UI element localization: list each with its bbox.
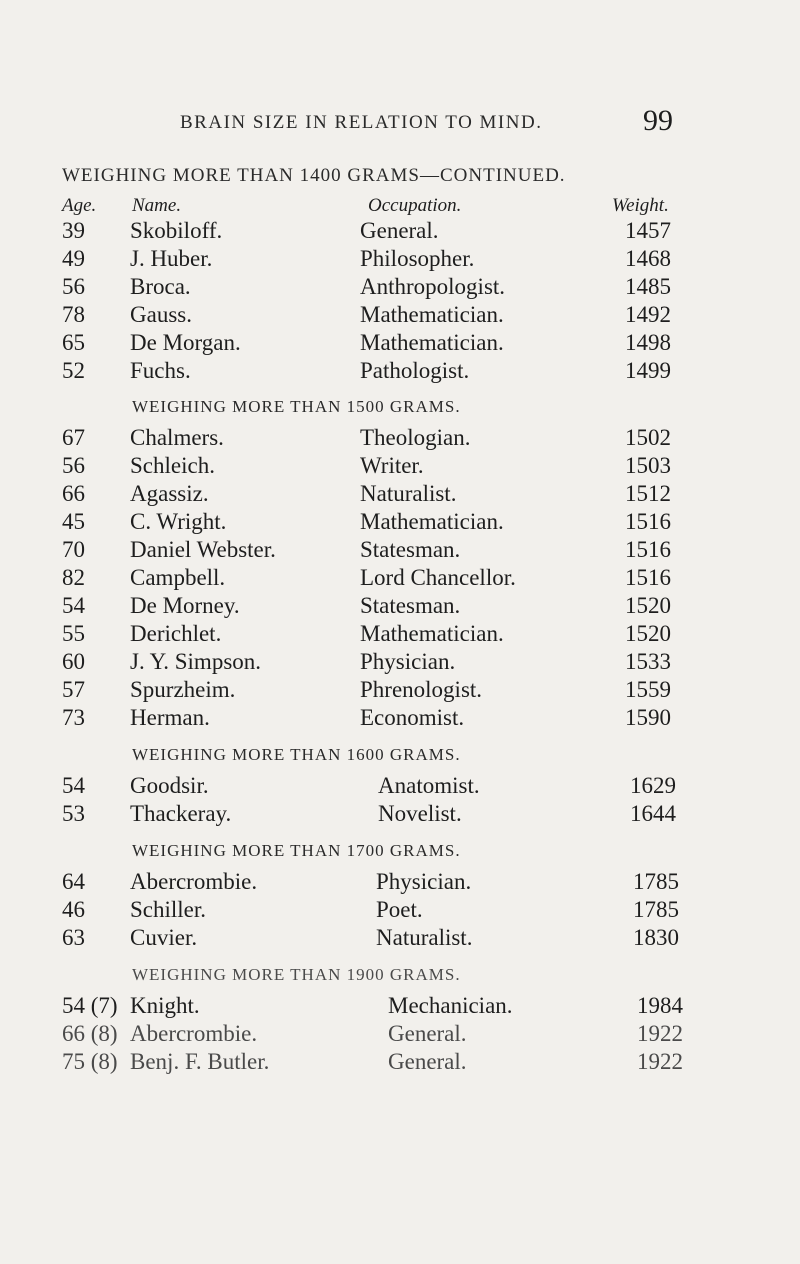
weight-cell: 1984	[637, 993, 683, 1018]
name-cell: Abercrombie.	[130, 869, 258, 894]
occupation-cell: General.	[388, 1021, 467, 1046]
occupation-cell: Statesman.	[360, 593, 461, 618]
table-row	[0, 565, 800, 593]
name-cell: Derichlet.	[130, 621, 222, 646]
occupation-cell: Physician.	[376, 869, 472, 894]
weight-cell: 1503	[625, 453, 671, 478]
weight-cell: 1502	[625, 425, 671, 450]
occupation-cell: Naturalist.	[376, 925, 473, 950]
occupation-cell: Writer.	[360, 453, 424, 478]
name-cell: J. Y. Simpson.	[130, 649, 262, 674]
weight-cell: 1559	[625, 677, 671, 702]
name-cell: Gauss.	[130, 302, 192, 327]
column-header-weight: Weight.	[612, 195, 669, 216]
age-cell: 54	[62, 593, 85, 618]
weight-cell: 1785	[633, 897, 679, 922]
occupation-cell: General.	[360, 218, 439, 243]
table-row	[0, 425, 800, 453]
column-header-name: Name.	[132, 195, 182, 216]
name-cell: Cuvier.	[130, 925, 198, 950]
name-cell: Daniel Webster.	[130, 537, 276, 562]
name-cell: C. Wright.	[130, 509, 227, 534]
table-row	[0, 621, 800, 649]
table-row	[0, 1049, 800, 1077]
age-cell: 54 (7)	[62, 993, 118, 1018]
table-row	[0, 481, 800, 509]
age-cell: 46	[62, 897, 85, 922]
name-cell: Broca.	[130, 274, 191, 299]
occupation-cell: Economist.	[360, 705, 465, 730]
weight-cell: 1785	[633, 869, 679, 894]
name-cell: Fuchs.	[130, 358, 191, 383]
table-row	[0, 705, 800, 733]
occupation-cell: Lord Chancellor.	[360, 565, 516, 590]
age-cell: 54	[62, 773, 85, 798]
weight-cell: 1516	[625, 509, 671, 534]
weight-cell: 1533	[625, 649, 671, 674]
name-cell: Thackeray.	[130, 801, 232, 826]
weight-cell: 1590	[625, 705, 671, 730]
age-cell: 56	[62, 274, 85, 299]
section-heading-1500: WEIGHING MORE THAN 1500 GRAMS.	[132, 397, 461, 416]
name-cell: Schiller.	[130, 897, 207, 922]
occupation-cell: Phrenologist.	[360, 677, 483, 702]
weight-cell: 1629	[630, 773, 676, 798]
table-row	[0, 801, 800, 829]
age-cell: 66 (8)	[62, 1021, 118, 1046]
name-cell: Schleich.	[130, 453, 215, 478]
table-row	[0, 897, 800, 925]
weight-cell: 1922	[637, 1049, 683, 1074]
section-heading-1900: WEIGHING MORE THAN 1900 GRAMS.	[132, 965, 461, 984]
section-heading-1600: WEIGHING MORE THAN 1600 GRAMS.	[132, 745, 461, 764]
table-row	[0, 330, 800, 358]
table-row	[0, 649, 800, 677]
name-cell: J. Huber.	[130, 246, 213, 271]
occupation-cell: Mathematician.	[360, 509, 504, 534]
weight-cell: 1644	[630, 801, 676, 826]
weight-cell: 1516	[625, 537, 671, 562]
age-cell: 60	[62, 649, 85, 674]
age-cell: 66	[62, 481, 85, 506]
table-row	[0, 358, 800, 386]
table-row	[0, 869, 800, 897]
occupation-cell: Poet.	[376, 897, 423, 922]
table-caption: WEIGHING MORE THAN 1400 GRAMS—CONTINUED.	[62, 165, 566, 186]
age-cell: 63	[62, 925, 85, 950]
age-cell: 65	[62, 330, 85, 355]
age-cell: 45	[62, 509, 85, 534]
table-row	[0, 677, 800, 705]
weight-cell: 1520	[625, 621, 671, 646]
age-cell: 49	[62, 246, 85, 271]
age-cell: 75 (8)	[62, 1049, 118, 1074]
weight-cell: 1512	[625, 481, 671, 506]
name-cell: Goodsir.	[130, 773, 209, 798]
occupation-cell: Anatomist.	[378, 773, 480, 798]
age-cell: 56	[62, 453, 85, 478]
age-cell: 52	[62, 358, 85, 383]
table-row	[0, 246, 800, 274]
name-cell: Skobiloff.	[130, 218, 223, 243]
column-header-age: Age.	[62, 195, 97, 216]
section-heading-1700: WEIGHING MORE THAN 1700 GRAMS.	[132, 841, 461, 860]
weight-cell: 1830	[633, 925, 679, 950]
name-cell: Knight.	[130, 993, 200, 1018]
occupation-cell: Physician.	[360, 649, 456, 674]
age-cell: 73	[62, 705, 85, 730]
age-cell: 57	[62, 677, 85, 702]
name-cell: Chalmers.	[130, 425, 224, 450]
name-cell: Campbell.	[130, 565, 226, 590]
weight-cell: 1485	[625, 274, 671, 299]
name-cell: De Morney.	[130, 593, 240, 618]
page-number: 99	[643, 104, 673, 137]
weight-cell: 1516	[625, 565, 671, 590]
age-cell: 70	[62, 537, 85, 562]
name-cell: Benj. F. Butler.	[130, 1049, 270, 1074]
occupation-cell: Theologian.	[360, 425, 471, 450]
table-row	[0, 593, 800, 621]
occupation-cell: Anthropologist.	[360, 274, 506, 299]
table-row	[0, 274, 800, 302]
weight-cell: 1922	[637, 1021, 683, 1046]
table-row	[0, 509, 800, 537]
weight-cell: 1520	[625, 593, 671, 618]
table-row	[0, 773, 800, 801]
table-row	[0, 218, 800, 246]
table-row	[0, 925, 800, 953]
weight-cell: 1492	[625, 302, 671, 327]
age-cell: 53	[62, 801, 85, 826]
occupation-cell: Pathologist.	[360, 358, 470, 383]
name-cell: Agassiz.	[130, 481, 209, 506]
table-row	[0, 302, 800, 330]
weight-cell: 1499	[625, 358, 671, 383]
occupation-cell: Naturalist.	[360, 481, 457, 506]
age-cell: 78	[62, 302, 85, 327]
age-cell: 55	[62, 621, 85, 646]
table-row	[0, 537, 800, 565]
weight-cell: 1498	[625, 330, 671, 355]
occupation-cell: Mathematician.	[360, 330, 504, 355]
age-cell: 67	[62, 425, 85, 450]
running-title: BRAIN SIZE IN RELATION TO MIND.	[180, 112, 543, 133]
table-row	[0, 453, 800, 481]
name-cell: De Morgan.	[130, 330, 241, 355]
name-cell: Herman.	[130, 705, 210, 730]
age-cell: 82	[62, 565, 85, 590]
occupation-cell: Philosopher.	[360, 246, 475, 271]
occupation-cell: Mechanician.	[388, 993, 513, 1018]
occupation-cell: Mathematician.	[360, 621, 504, 646]
table-row	[0, 993, 800, 1021]
column-header-occupation: Occupation.	[368, 195, 462, 216]
age-cell: 64	[62, 869, 85, 894]
occupation-cell: Statesman.	[360, 537, 461, 562]
name-cell: Abercrombie.	[130, 1021, 258, 1046]
occupation-cell: Mathematician.	[360, 302, 504, 327]
weight-cell: 1468	[625, 246, 671, 271]
age-cell: 39	[62, 218, 85, 243]
name-cell: Spurzheim.	[130, 677, 236, 702]
occupation-cell: General.	[388, 1049, 467, 1074]
weight-cell: 1457	[625, 218, 671, 243]
occupation-cell: Novelist.	[378, 801, 462, 826]
table-row	[0, 1021, 800, 1049]
